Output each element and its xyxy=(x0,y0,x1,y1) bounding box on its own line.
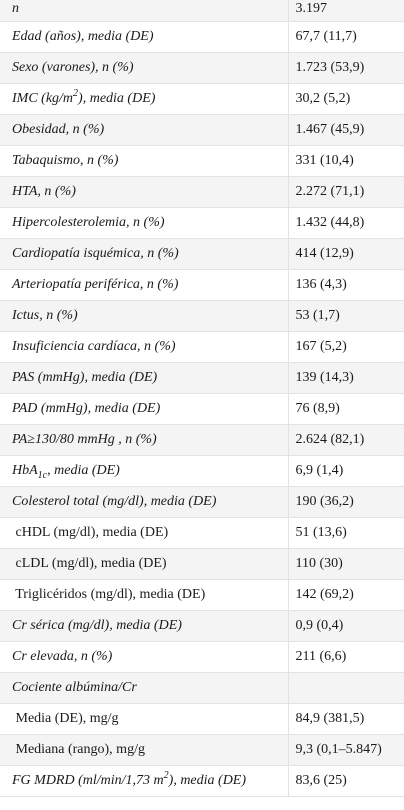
row-value: 331 (10,4) xyxy=(288,146,404,177)
row-value: 2.624 (82,1) xyxy=(288,425,404,456)
row-value: 3.197 xyxy=(288,0,404,22)
row-label xyxy=(0,456,288,487)
row-label: n xyxy=(0,0,288,22)
row-value: 84,9 (381,5) xyxy=(288,704,404,735)
table-row xyxy=(0,84,404,115)
row-label xyxy=(0,84,288,115)
row-label: Sexo (varones), n (%) xyxy=(0,53,288,84)
row-label: PA≥130/80 mmHg , n (%) xyxy=(0,425,288,456)
row-value: 1.467 (45,9) xyxy=(288,115,404,146)
superscript: 2 xyxy=(73,88,79,99)
row-value: 76 (8,9) xyxy=(288,394,404,425)
row-label: Cr elevada, n (%) xyxy=(0,642,288,673)
row-value: 142 (69,2) xyxy=(288,580,404,611)
row-value: 211 (6,6) xyxy=(288,642,404,673)
row-label: Arteriopatía periférica, n (%) xyxy=(0,270,288,301)
table-row xyxy=(0,301,404,332)
table-row xyxy=(0,425,404,456)
row-label xyxy=(0,766,288,797)
table-row xyxy=(0,0,404,22)
table-row xyxy=(0,704,404,735)
row-value: 2.272 (71,1) xyxy=(288,177,404,208)
table-row xyxy=(0,735,404,766)
row-value: 1.723 (53,9) xyxy=(288,53,404,84)
row-label: PAD (mmHg), media (DE) xyxy=(0,394,288,425)
row-label: HTA, n (%) xyxy=(0,177,288,208)
table-row xyxy=(0,363,404,394)
row-label: Media (DE), mg/g xyxy=(0,704,288,735)
row-label: Colesterol total (mg/dl), media (DE) xyxy=(0,487,288,518)
row-value: 30,2 (5,2) xyxy=(288,84,404,115)
superscript: 2 xyxy=(163,770,169,781)
row-label: Cr sérica (mg/dl), media (DE) xyxy=(0,611,288,642)
label-text: IMC (kg/m xyxy=(12,91,74,106)
table-row xyxy=(0,456,404,487)
label-text: FG MDRD (ml/min/1,73 m xyxy=(12,773,164,788)
row-value: 110 (30) xyxy=(288,549,404,580)
table-row xyxy=(0,115,404,146)
table-row xyxy=(0,518,404,549)
row-label: Mediana (rango), mg/g xyxy=(0,735,288,766)
row-label: Ictus, n (%) xyxy=(0,301,288,332)
row-label: Insuficiencia cardíaca, n (%) xyxy=(0,332,288,363)
row-label: Hipercolesterolemia, n (%) xyxy=(0,208,288,239)
row-value: 51 (13,6) xyxy=(288,518,404,549)
table-row xyxy=(0,611,404,642)
table-row xyxy=(0,332,404,363)
table-row xyxy=(0,22,404,53)
row-label: Cardiopatía isquémica, n (%) xyxy=(0,239,288,270)
label-text: ), media (DE) xyxy=(168,773,247,788)
table-row xyxy=(0,766,404,797)
subscript: 1c xyxy=(37,470,48,481)
table-row xyxy=(0,53,404,84)
table-row xyxy=(0,673,404,704)
row-label: cHDL (mg/dl), media (DE) xyxy=(0,518,288,549)
row-value: 0,9 (0,4) xyxy=(288,611,404,642)
table-row xyxy=(0,394,404,425)
row-label: PAS (mmHg), media (DE) xyxy=(0,363,288,394)
row-value: 6,9 (1,4) xyxy=(288,456,404,487)
row-value: 414 (12,9) xyxy=(288,239,404,270)
row-label: cLDL (mg/dl), media (DE) xyxy=(0,549,288,580)
table-row xyxy=(0,146,404,177)
row-value: 9,3 (0,1–5.847) xyxy=(288,735,404,766)
row-label: Triglicéridos (mg/dl), media (DE) xyxy=(0,580,288,611)
table-row xyxy=(0,642,404,673)
label-text: HbA xyxy=(12,463,38,478)
table-row xyxy=(0,549,404,580)
table-row xyxy=(0,239,404,270)
row-value xyxy=(288,673,404,704)
row-value: 139 (14,3) xyxy=(288,363,404,394)
table-row xyxy=(0,208,404,239)
row-label: Cociente albúmina/Cr xyxy=(0,673,288,704)
row-label: Tabaquismo, n (%) xyxy=(0,146,288,177)
row-value: 67,7 (11,7) xyxy=(288,22,404,53)
table-row xyxy=(0,270,404,301)
row-value: 167 (5,2) xyxy=(288,332,404,363)
row-label: Obesidad, n (%) xyxy=(0,115,288,146)
table-row xyxy=(0,487,404,518)
row-value: 83,6 (25) xyxy=(288,766,404,797)
row-value: 136 (4,3) xyxy=(288,270,404,301)
row-label: Edad (años), media (DE) xyxy=(0,22,288,53)
row-value: 1.432 (44,8) xyxy=(288,208,404,239)
row-value: 53 (1,7) xyxy=(288,301,404,332)
label-text: ), media (DE) xyxy=(78,91,156,106)
label-text: , media (DE) xyxy=(47,463,120,478)
table-row xyxy=(0,177,404,208)
table-row xyxy=(0,580,404,611)
row-value: 190 (36,2) xyxy=(288,487,404,518)
